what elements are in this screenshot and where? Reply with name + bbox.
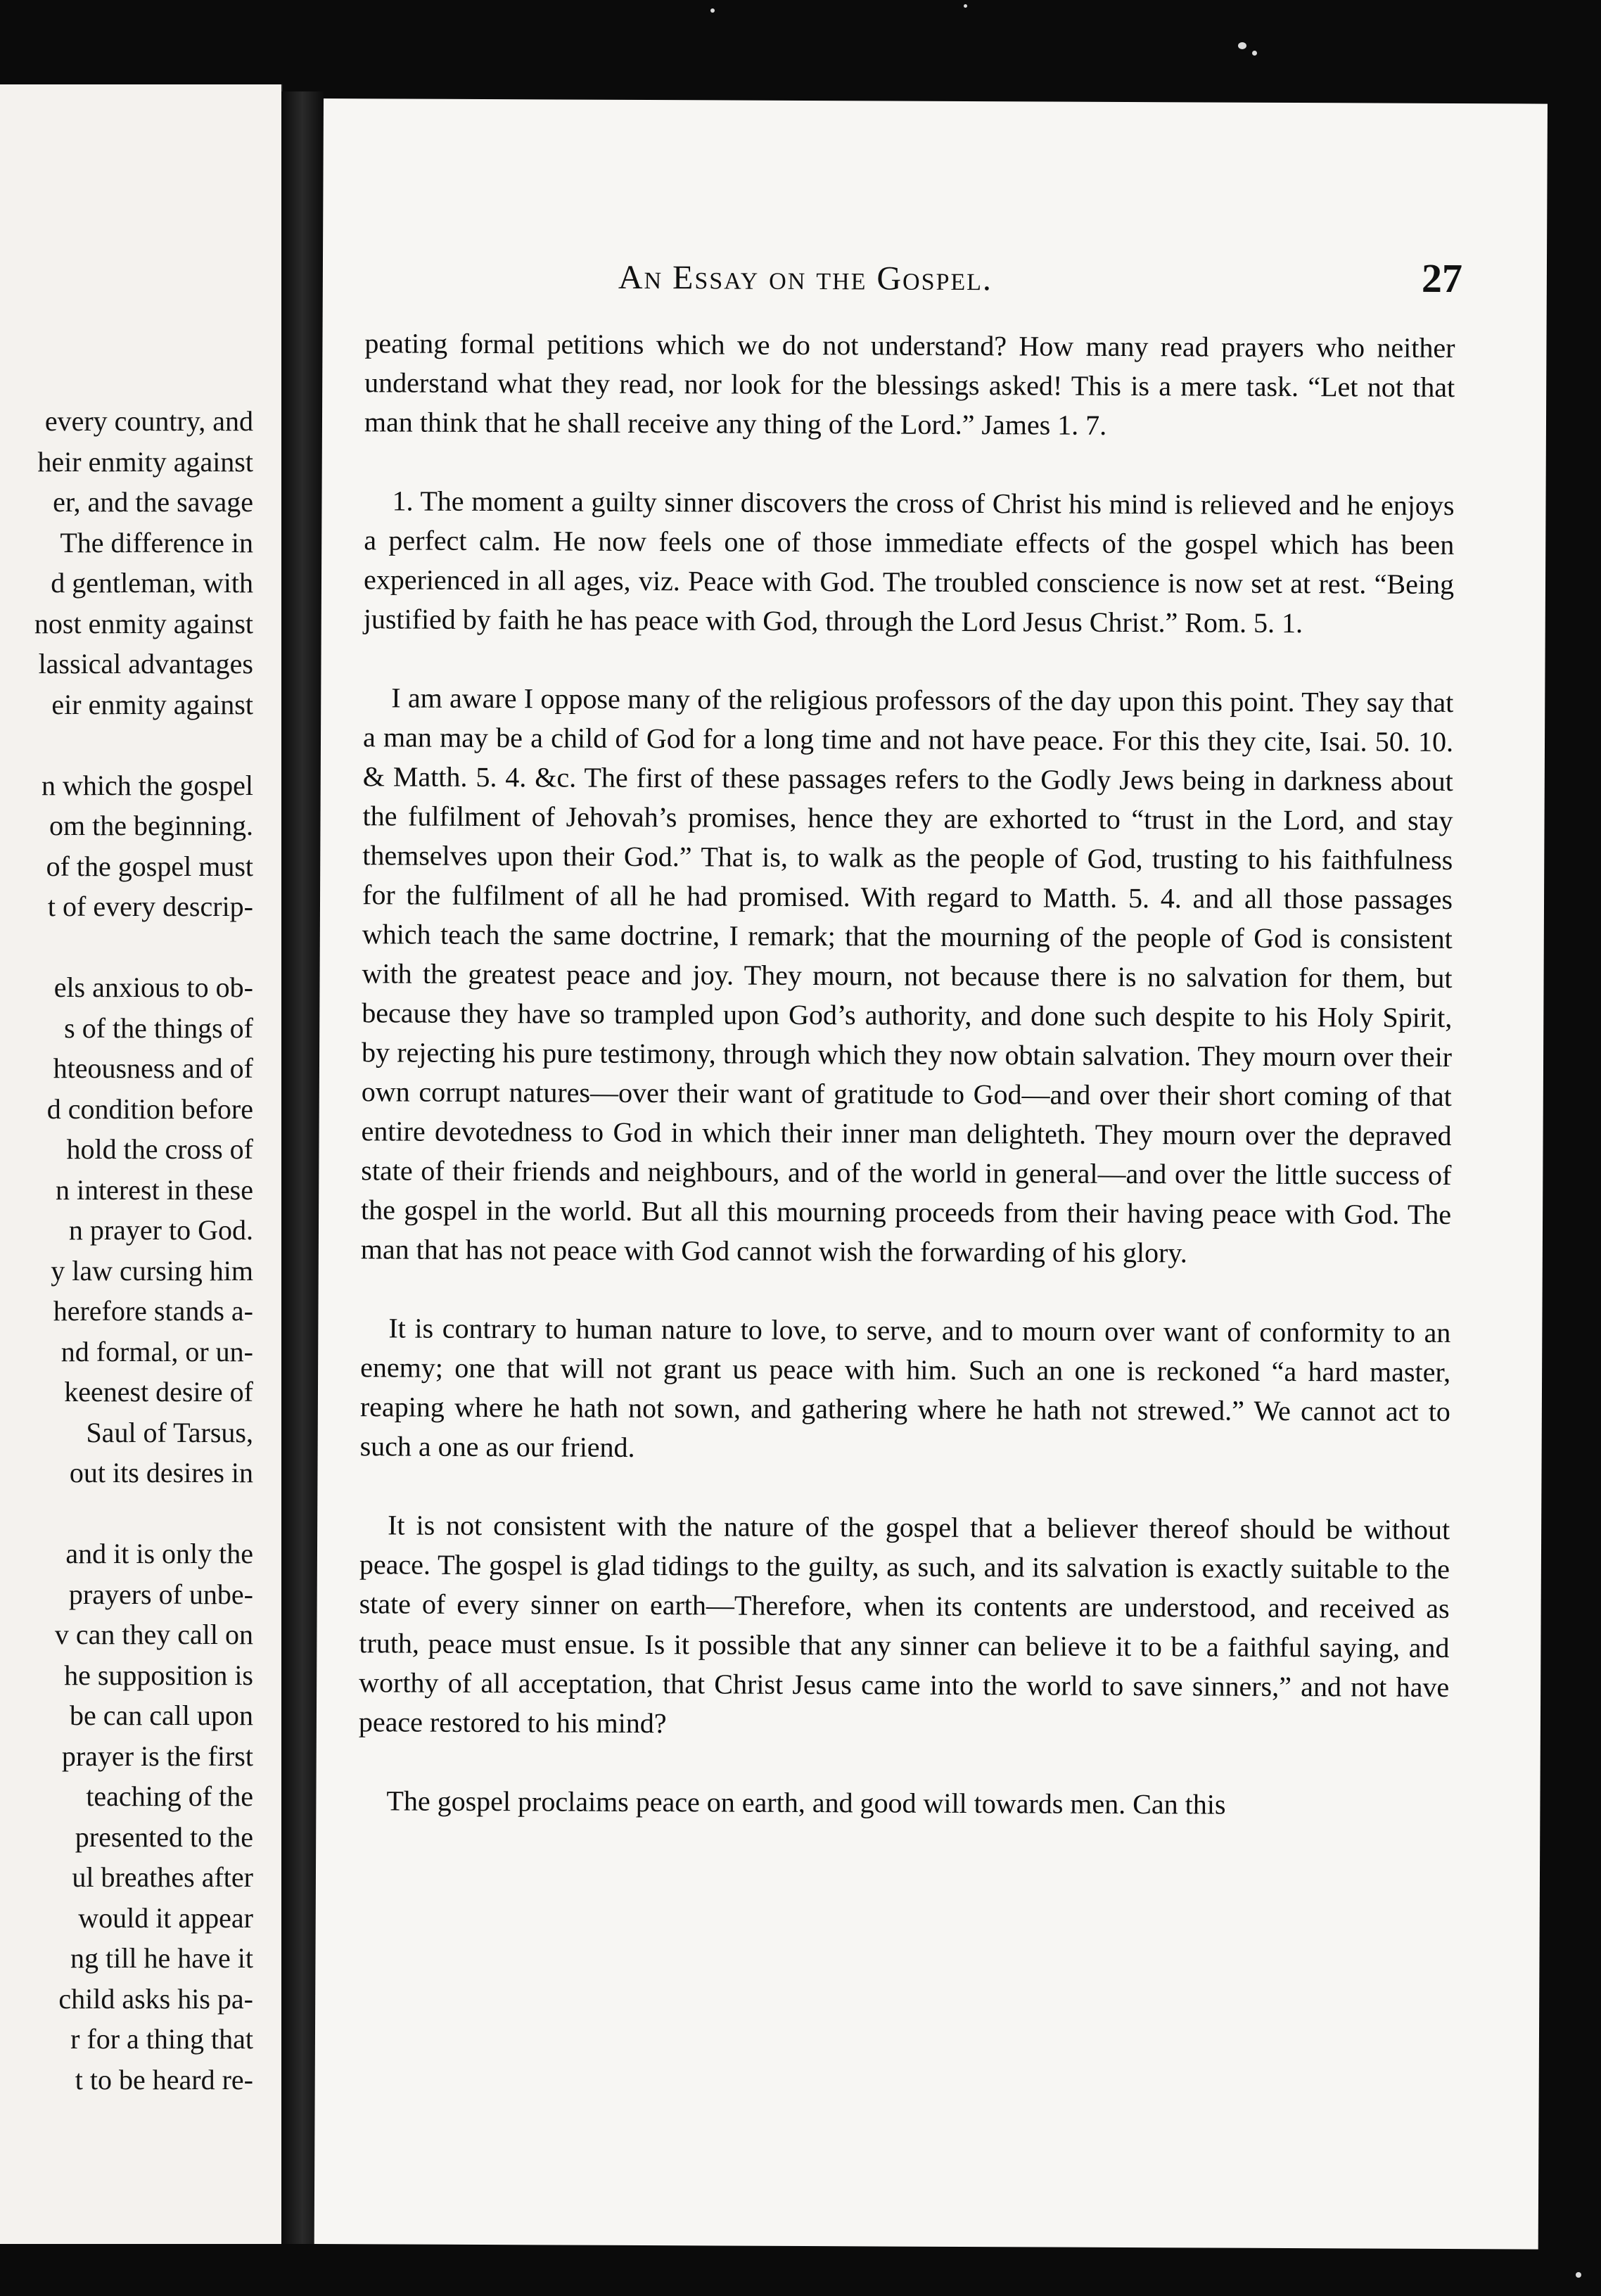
left-page-line: v can they call on xyxy=(54,1619,253,1650)
paragraph-continuation: peating formal petitions which we do not understand? How many read prayers who neither understand what they read, nor look for the blessings asked! This is a mere task. “Let not that man think that he shall receive any thing of the Lord.” James 1. 7. xyxy=(364,327,1455,441)
left-page-line: and it is only the xyxy=(65,1538,253,1569)
paragraph: It is not consistent with the nature of the gospel that a believer thereof should be without peace. The gospel is glad tidings to the guilty, as such, and its salvation is exactly suitable to the state of every sinner on earth—Therefore, when its contents are understood, and received as truth, peace must ensue. Is it possible that any sinner can believe it to be a faithful saying, and worthy of all acceptation, that Christ Jesus came into the world to save sinners,” and not have peace restored to his mind? xyxy=(358,1509,1450,1740)
left-page-line: keenest desire of xyxy=(64,1376,253,1408)
left-page-line: teaching of the xyxy=(86,1780,253,1812)
left-page-line: n prayer to God. xyxy=(68,1214,253,1246)
left-page-line: presented to the xyxy=(75,1820,253,1853)
left-page-line: prayers of unbe- xyxy=(68,1578,253,1610)
page-number: 27 xyxy=(1421,255,1463,302)
left-page-line: nd formal, or un- xyxy=(60,1335,253,1367)
left-page-line: r for a thing that xyxy=(70,2023,253,2055)
left-page-line: hold the cross of xyxy=(66,1133,253,1165)
paragraph: It is contrary to human nature to love, to serve, and to mourn over want of conformity to an enemy; one that will not grant us peace with him. Such an one is reckoned “a hard master, reaping where he hath not sown, and gathering where he hath not strewed.” We cannot act to such a one as our friend. xyxy=(359,1312,1451,1463)
left-page xyxy=(0,84,283,2244)
paragraph: I am aware I oppose many of the religious professors of the day upon this point. They say that a man may be a child of God for a long time and not have peace. For this they cite, Isai. 50. 10. & Matth. 5. 4. &c. The first of these passages refers to the Godly Jews being in darkness about the fulfilment of Jehovah’s promises, hence they are exhorted to “trust in the Lord, and stay themselves upon their God.” That is, to walk as the people of God, trusting to his faithfulness for the fulfilment of all he had promised. With regard to Matth. 5. 4. and all those passages which teach the same doctrine, I remark; that the mourning of the people of God is consistent with the greatest peace and joy. They mourn, not because there is no salvation for them, but because they have so trampled upon God’s authority, and done such despite to his Holy Spirit, by rejecting his pure testimony, through which they now obtain salvation. They mourn over their own corrupt natures—over their want of gratitude to God—and over their short coming of that entire devotedness to God in which their inner man delighteth. They mourn over the depraved state of their friends and neighbours, and of the world in general—and over the little success of the gospel in the world. But all this mourning proceeds from their having peace with God. The man that has not peace with God cannot wish the forwarding of his glory. xyxy=(360,682,1454,1269)
left-page-line: child asks his pa- xyxy=(58,1982,253,2015)
left-page-line: herefore stands a- xyxy=(53,1295,253,1327)
left-page-line: d condition before xyxy=(46,1092,253,1125)
left-page-line: would it appear xyxy=(78,1901,253,1934)
left-page-line: heir enmity against xyxy=(37,445,253,478)
body-text xyxy=(358,324,1455,1865)
left-page-line: d gentleman, with xyxy=(51,567,253,599)
left-page-line: ng till he have it xyxy=(70,1942,253,1974)
left-page-line: n interest in these xyxy=(55,1173,253,1206)
left-page-line: prayer is the first xyxy=(61,1740,253,1772)
left-page-line: nost enmity against xyxy=(34,607,253,639)
left-page-line: s of the things of xyxy=(64,1012,253,1044)
left-page-line: n which the gospel xyxy=(41,769,253,801)
running-head: An Essay on the Gospel. xyxy=(618,258,993,298)
left-page-line: The difference in xyxy=(60,526,253,559)
left-page-line: every country, and xyxy=(44,405,253,437)
left-page-line: t of every descrip- xyxy=(47,891,253,922)
paragraph-point-1: 1. The moment a guilty sinner discovers the cross of Christ his mind is relieved and he enjoys a perfect calm. He now feels one of those immediate effects of the gospel which has been experienced in all ages, viz. Peace with God. The troubled conscience is now set at rest. “Being justified by faith he has peace with God, through the Lord Jesus Christ.” Rom. 5. 1. xyxy=(363,485,1455,639)
left-page-line: t to be heard re- xyxy=(75,2063,253,2096)
left-page-line: lassical advantages xyxy=(38,648,253,680)
left-page-line: om the beginning. xyxy=(49,810,253,841)
left-page-line: of the gospel must xyxy=(46,850,253,882)
left-page-line: out its desires in xyxy=(69,1457,253,1488)
left-page-line: els anxious to ob- xyxy=(53,971,253,1003)
left-page-line: Saul of Tarsus, xyxy=(86,1416,253,1448)
left-page-line: eir enmity against xyxy=(51,688,253,720)
left-page-line: he supposition is xyxy=(64,1659,253,1691)
left-page-line: y law cursing him xyxy=(51,1254,253,1287)
left-page-line: hteousness and of xyxy=(53,1052,253,1084)
left-page-line: ul breathes after xyxy=(72,1861,253,1893)
left-page-line: be can call upon xyxy=(70,1699,253,1731)
right-page xyxy=(314,98,1548,2250)
left-page-line: er, and the savage xyxy=(53,486,253,518)
paragraph: The gospel proclaims peace on earth, and good will towards men. Can this xyxy=(386,1785,1226,1820)
